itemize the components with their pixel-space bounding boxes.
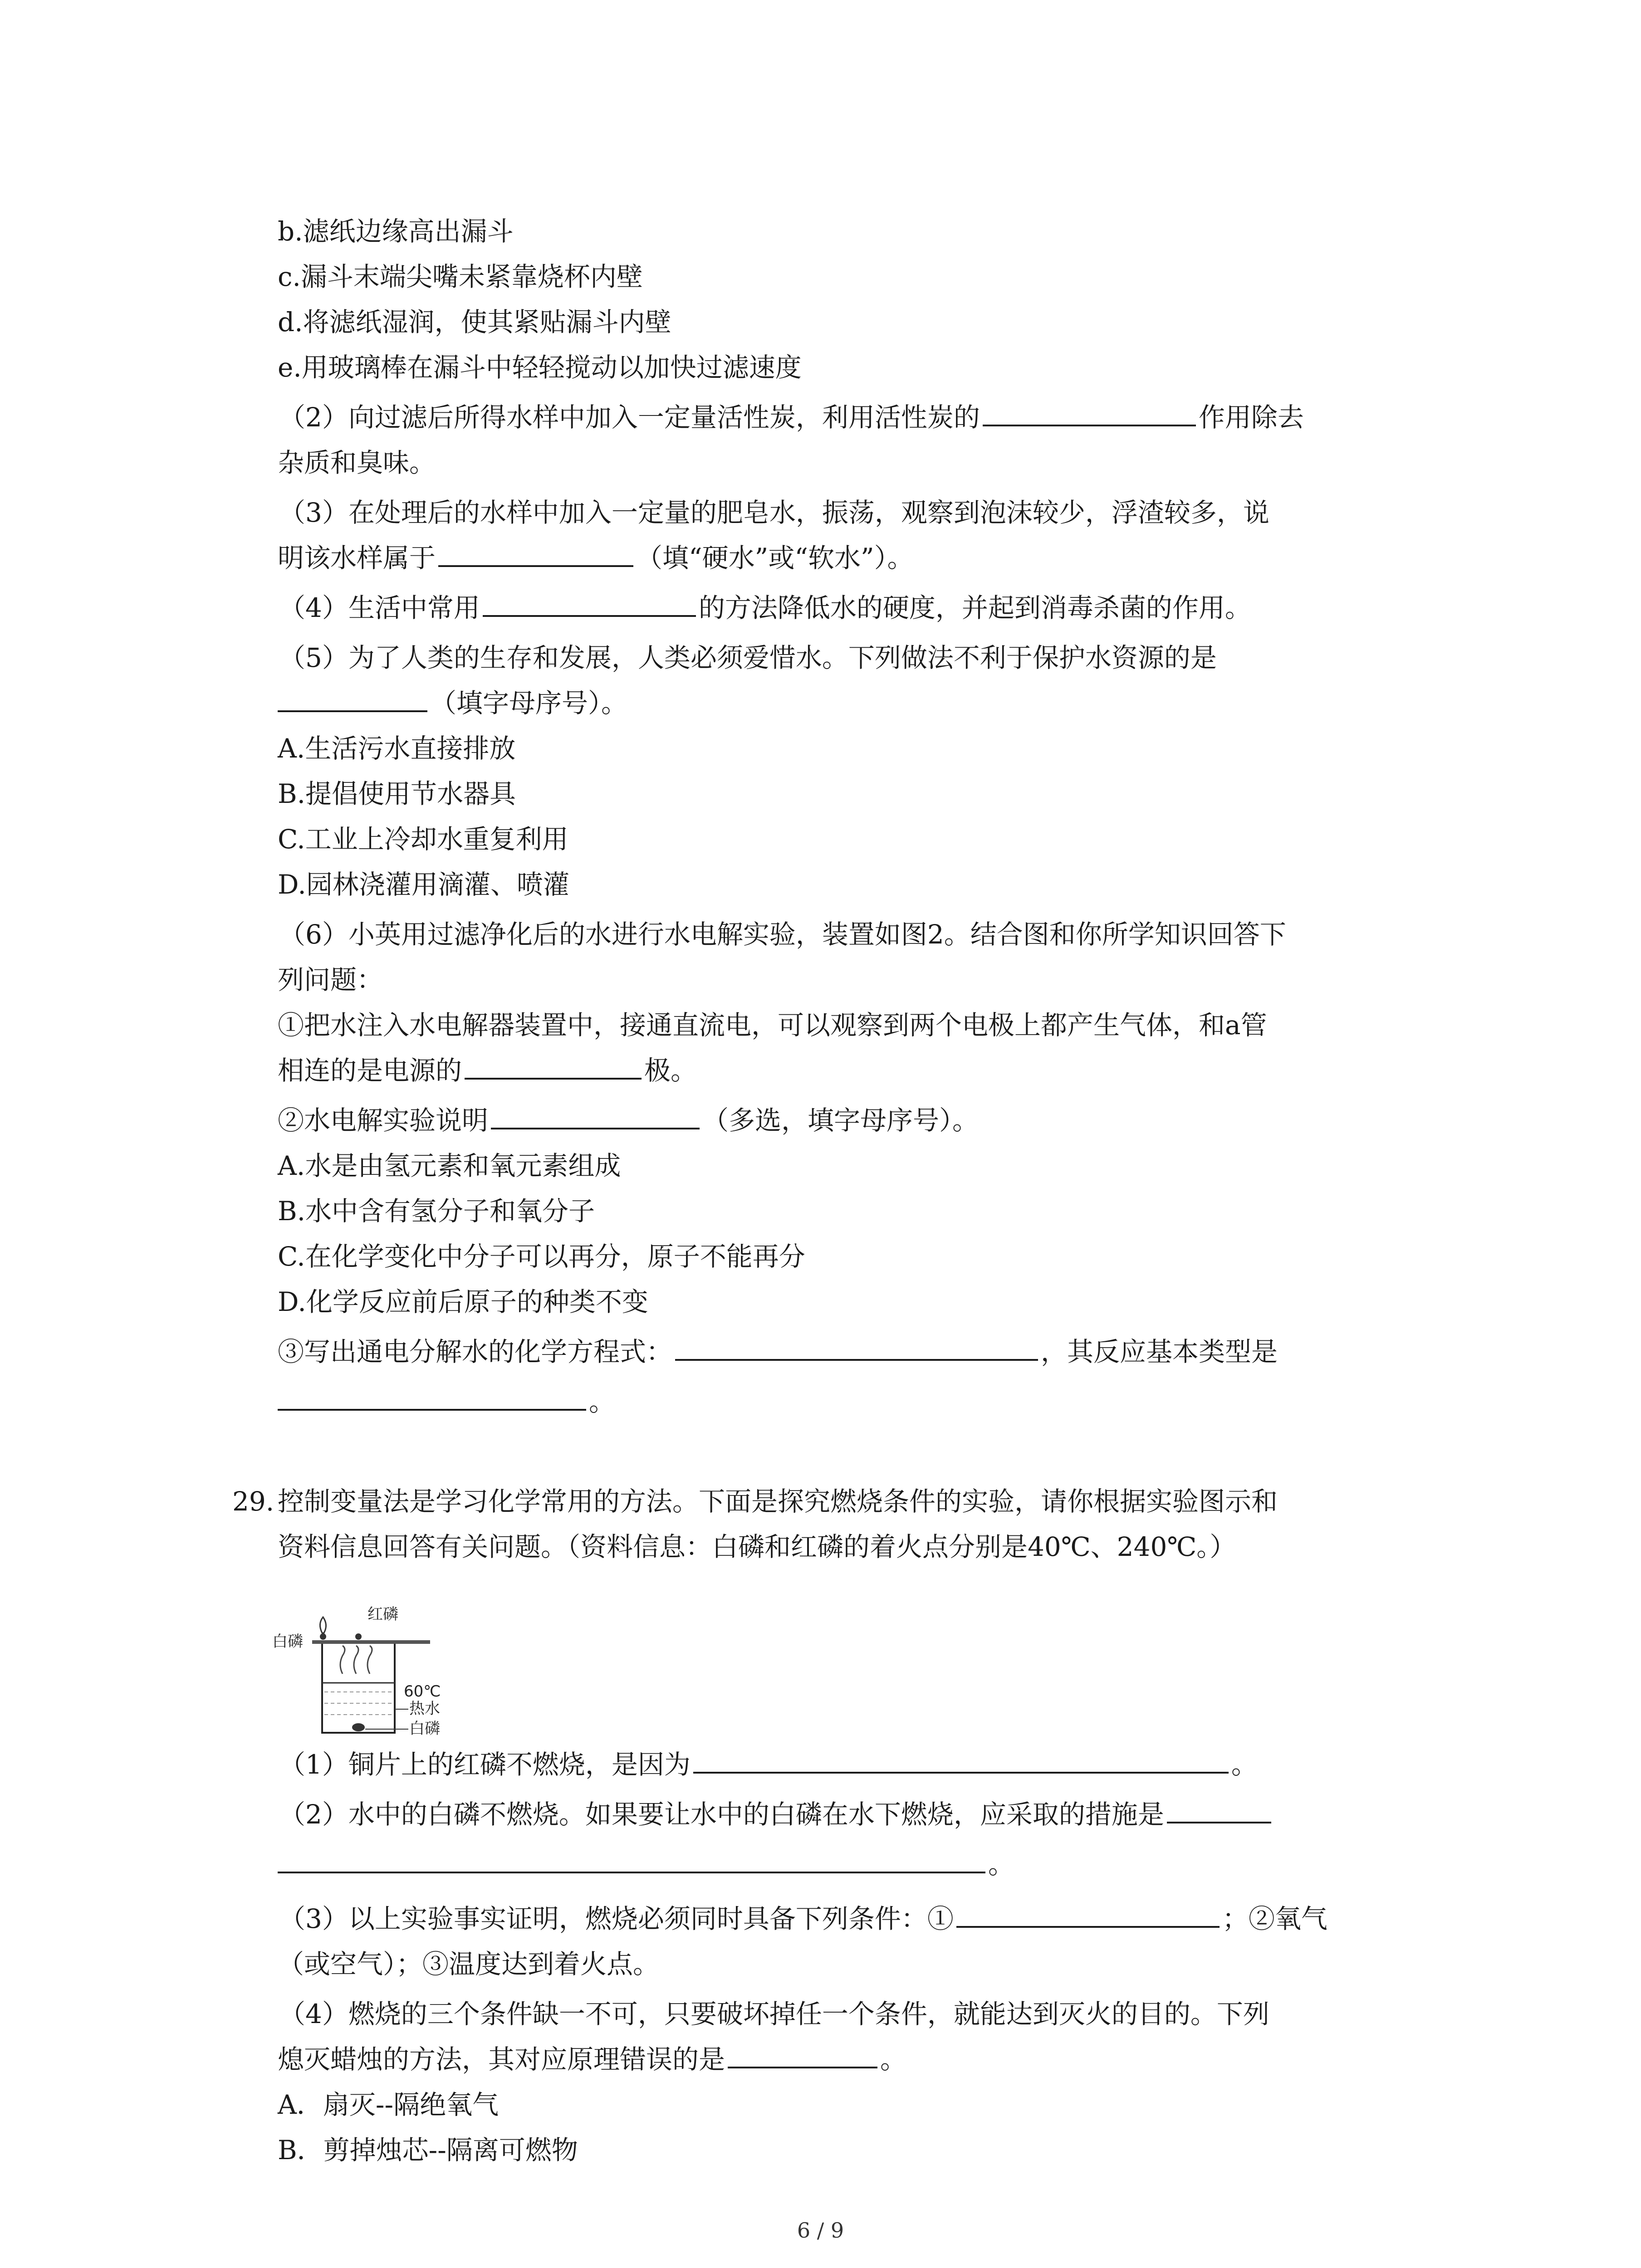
question-text: （2）水中的白磷不燃烧。如果要让水中的白磷在水下燃烧，应采取的措施是 [279,1799,1164,1830]
question-2-line2: 杂质和臭味。 [278,447,436,478]
part-4-line2 [278,2041,906,2077]
question-text: （3）以上实验事实证明，燃烧必须同时具备下列条件：① [279,1903,954,1934]
white-phosphorus-underwater [352,1723,365,1731]
question-6-sub2 [278,1102,979,1139]
question-text: （填字母序号）。 [430,688,628,719]
flame-icon [320,1617,326,1633]
answer-blank[interactable] [675,1334,1038,1361]
option-d: d.将滤纸湿润，使其紧贴漏斗内壁 [278,307,671,337]
question-text: 。 [1231,1749,1258,1780]
question-3-line2 [278,540,914,576]
question-2-line1 [279,399,1304,435]
label-white-phosphorus-top: 白磷 [272,1633,303,1651]
steam-icon [354,1646,358,1674]
question-6-option-d: D.化学反应前后原子的种类不变 [278,1286,648,1317]
page-number: 6 / 9 [797,2218,844,2243]
question-6-line2: 列问题： [278,964,383,995]
option-e: e.用玻璃棒在漏斗中轻轻搅动以加快过滤速度 [278,352,802,383]
question-text: 的方法降低水的硬度，并起到消毒杀菌的作用。 [698,592,1251,623]
option-c: c.漏斗末端尖嘴未紧靠烧杯内壁 [278,261,643,292]
question-5-option-d: D.园林浇灌用滴灌、喷灌 [278,869,569,900]
copper-plate [312,1640,430,1644]
steam-icon [367,1646,372,1674]
question-text: 熄灭蜡烛的方法，其对应原理错误的是 [278,2044,725,2075]
question-6-option-c: C.在化学变化中分子可以再分，原子不能再分 [278,1241,805,1272]
question-number-29: 29. [232,1486,274,1517]
question-29-line1: 控制变量法是学习化学常用的方法。下面是探究燃烧条件的实验，请你根据实验图示和 [278,1486,1278,1517]
beaker [322,1644,395,1733]
question-text: 作用除去 [1198,402,1304,433]
combustion-experiment-figure [272,1606,485,1742]
question-text: ，其反应基本类型是 [1041,1336,1278,1367]
part-4-option-b: B．剪掉烛芯--隔离可燃物 [278,2135,578,2165]
label-hot-water: 热水 [409,1700,440,1718]
option-b: b.滤纸边缘高出漏斗 [278,216,514,247]
question-text: 。 [880,2044,907,2075]
question-3-line1: （3）在处理后的水样中加入一定量的肥皂水，振荡，观察到泡沫较少，浮渣较多，说 [279,497,1269,528]
question-text: 相连的是电源的 [278,1055,462,1086]
part-1 [279,1746,1258,1783]
label-white-phosphorus-bottom: 白磷 [409,1720,440,1738]
label-temperature: 60℃ [404,1682,441,1701]
answer-blank[interactable] [278,685,427,712]
answer-blank[interactable] [1167,1796,1271,1823]
answer-blank[interactable] [438,540,633,567]
question-4 [279,590,1251,626]
question-6-sub3-line1 [278,1334,1278,1370]
question-text: ②水电解实验说明 [278,1105,489,1136]
answer-blank[interactable] [693,1746,1229,1774]
question-text: （1）铜片上的红磷不燃烧，是因为 [279,1749,691,1780]
question-text: 极。 [644,1055,697,1086]
question-6-line1: （6）小英用过滤净化后的水进行水电解实验，装置如图2。结合图和你所学知识回答下 [279,919,1286,950]
part-2-line2 [278,1846,1014,1882]
question-text: （2）向过滤后所得水样中加入一定量活性炭，利用活性炭的 [279,402,980,433]
red-phosphorus-on-plate [355,1633,362,1640]
question-text: （填“硬水”或“软水”）。 [636,543,914,573]
part-4-option-a: A．扇灭--隔绝氧气 [278,2089,499,2120]
answer-blank[interactable] [278,1846,985,1873]
question-6-sub3-line2 [278,1383,615,1420]
question-text: 。 [988,1849,1015,1880]
question-text: ；②氧气 [1222,1903,1327,1934]
question-text: 明该水样属于 [278,543,436,573]
label-red-phosphorus: 红磷 [367,1606,398,1623]
question-5-line1: （5）为了人类的生存和发展，人类必须爱惜水。下列做法不利于保护水资源的是 [279,642,1217,673]
answer-blank[interactable] [728,2041,877,2068]
question-text: ③写出通电分解水的化学方程式： [278,1336,673,1367]
part-2-line1 [279,1796,1274,1833]
part-3-line1 [279,1901,1327,1937]
answer-blank[interactable] [483,590,696,617]
question-5-option-b: B.提倡使用节水器具 [278,778,516,809]
question-6-sub1-line1: ①把水注入水电解器装置中，接通直流电，可以观察到两个电极上都产生气体，和a管 [278,1010,1267,1041]
question-text: （4）生活中常用 [279,592,480,623]
white-phosphorus-on-plate [320,1633,326,1640]
part-3-line2: （或空气）；③温度达到着火点。 [278,1949,660,1980]
question-5-option-a: A.生活污水直接排放 [278,733,516,764]
part-4-line1: （4）燃烧的三个条件缺一不可，只要破坏掉任一个条件，就能达到灭火的目的。下列 [279,1999,1269,2029]
question-5-option-c: C.工业上冷却水重复利用 [278,824,568,855]
answer-blank[interactable] [465,1052,642,1080]
question-29-line2: 资料信息回答有关问题。（资料信息：白磷和红磷的着火点分别是40℃、240℃。） [278,1531,1236,1562]
question-6-sub1-line2 [278,1052,697,1089]
steam-icon [340,1646,345,1674]
answer-blank[interactable] [983,399,1196,426]
question-6-option-b: B.水中含有氢分子和氧分子 [278,1196,595,1227]
question-text: 。 [589,1386,616,1417]
answer-blank[interactable] [491,1102,700,1129]
question-6-option-a: A.水是由氢元素和氧元素组成 [278,1150,621,1181]
answer-blank[interactable] [278,1383,586,1411]
answer-blank[interactable] [956,1901,1220,1928]
question-text: （多选，填字母序号）。 [702,1105,979,1136]
question-5-line2 [278,685,627,721]
